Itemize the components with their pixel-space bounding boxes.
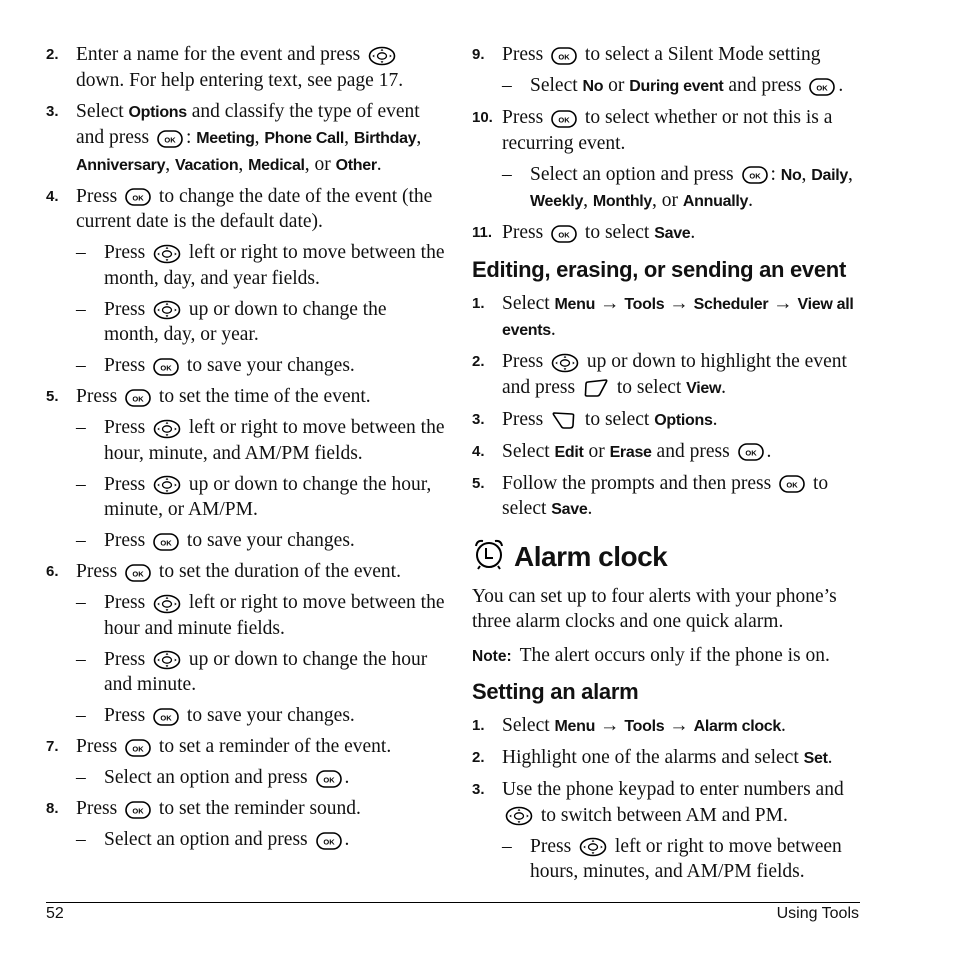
step-text: Press: [104, 530, 146, 551]
ok-key-icon: [551, 225, 577, 243]
arrow: →: [599, 715, 620, 736]
step-number: 7.: [46, 738, 59, 755]
navigation-key-icon: [153, 244, 181, 264]
ui-label-save: Save: [551, 501, 588, 518]
step-text: Press: [104, 298, 146, 320]
substep: – Press left or right to move between the hour, minute, and AM/PM fields.: [76, 417, 445, 464]
step-number: 9.: [472, 46, 485, 63]
substep: – Press to save your changes.: [76, 355, 355, 376]
navigation-key-icon: [153, 650, 181, 670]
menu-path-view-all-events: View all events: [502, 295, 854, 339]
ui-label-meeting: Meeting: [196, 130, 255, 147]
step-text: Select: [530, 75, 578, 96]
menu-path-menu: Menu: [554, 718, 596, 735]
step-text: to select whether or not this is a recurring event.: [502, 107, 833, 154]
step-text: Press: [76, 561, 118, 582]
step-2: [46, 42, 446, 93]
heading-setting-alarm: Setting an alarm: [472, 679, 639, 704]
step-4: [46, 184, 446, 235]
arrow: →: [669, 715, 689, 736]
step-text: to save your changes.: [186, 530, 355, 551]
step-8: [46, 796, 446, 822]
substep: – Press up or down to change the hour and minute.: [76, 648, 428, 695]
step-10: [472, 105, 872, 156]
ui-label-options: Options: [654, 411, 713, 429]
ui-label-medical: Medical: [248, 156, 305, 174]
step-text: left or right to move between the month, day, and year fields.: [104, 242, 445, 289]
step-9: [472, 42, 872, 68]
step-text: Press: [104, 355, 146, 376]
step-text: to set the duration of the event.: [158, 561, 401, 582]
ok-key-icon: [551, 47, 577, 65]
step-number: 4.: [46, 187, 59, 205]
alarm-step-3: [472, 777, 872, 828]
step-text: Select an option and press: [104, 767, 308, 788]
ok-key-icon: [125, 739, 151, 757]
step-text: to change the date of the event (the current date is the default date).: [76, 185, 433, 232]
step-text: to set a reminder of the event.: [158, 736, 392, 757]
step-text: Press: [502, 351, 544, 372]
step-text: Follow the prompts and then press: [502, 472, 772, 494]
substep: – Press to save your changes.: [76, 705, 355, 726]
step-text: Press: [76, 736, 118, 757]
menu-path-alarm-clock: Alarm clock: [693, 718, 782, 735]
ui-label-no: No: [780, 166, 802, 184]
ui-label-save: Save: [654, 225, 691, 242]
step-number: 3.: [472, 781, 485, 798]
ui-label-weekly: Weekly: [530, 193, 584, 210]
step-text: down. For help entering text, see page 17.: [76, 69, 404, 91]
footer-rule: [46, 902, 860, 903]
ok-key-icon: [125, 564, 151, 582]
step-11: 11. Press to select Save.: [472, 220, 872, 247]
step-number: 4.: [472, 442, 485, 460]
ok-key-icon: [779, 475, 805, 493]
step-number: 2.: [472, 749, 485, 766]
step-text: Press: [104, 242, 146, 263]
step-text: Press: [104, 473, 146, 495]
step-number: 2.: [46, 46, 59, 63]
ui-label-vacation: Vacation: [174, 156, 239, 174]
step-text: Press: [502, 408, 544, 430]
ui-label-edit: Edit: [554, 443, 584, 461]
step-number: 5.: [472, 474, 485, 492]
step-text: and press: [656, 440, 730, 462]
alarm-step-2: 2. Highlight one of the alarms and select Set.: [472, 745, 872, 772]
step-text: up or down to change the hour and minute.: [104, 648, 428, 695]
edit-step-2: 2. Press up or down to highlight the event and press to select View.: [472, 351, 847, 398]
arrow: →: [773, 292, 793, 314]
alarm-clock-icon: [472, 537, 506, 578]
step-3: 3. Select Options and classify the type of event and press : Meeting, Phone Call, Birthday, Anniversary, Vacation, Medical, or Other.: [46, 100, 422, 175]
step-text: and classify the type of event and press: [76, 100, 420, 148]
note-label: Note:: [472, 647, 512, 665]
step-text: to select: [584, 408, 650, 430]
ok-key-icon: [153, 708, 179, 726]
step-text: to save your changes.: [186, 355, 355, 376]
navigation-key-icon: [153, 594, 181, 614]
step-text: Press: [76, 798, 118, 819]
step-text: Select an option and press: [530, 163, 734, 185]
conjunction: or: [661, 190, 679, 211]
step-text: Press: [76, 185, 118, 207]
heading-editing-event: Editing, erasing, or sending an event: [472, 256, 846, 282]
ok-key-icon: [316, 832, 342, 850]
step-text: Press: [530, 835, 572, 857]
substep: – Select an option and press .: [76, 767, 350, 788]
step-text: to select: [584, 222, 650, 243]
step-text: Use the phone keypad to enter numbers and: [502, 779, 844, 800]
step-text: to select: [502, 472, 829, 519]
ui-label-set: Set: [803, 750, 828, 767]
step-text: Select: [76, 100, 124, 122]
step-number: 11.: [472, 224, 493, 241]
left-column: [46, 42, 446, 858]
step-text: Select an option and press: [104, 829, 308, 850]
ok-key-icon: [742, 166, 768, 184]
step-text: up or down to change the hour, minute, or AM/PM.: [104, 473, 432, 520]
right-softkey-icon: [551, 410, 577, 430]
step-6: [46, 559, 446, 585]
substep: – Select No or During event and press .: [502, 75, 844, 96]
menu-path-tools: Tools: [624, 718, 665, 735]
step-text: Select: [502, 292, 550, 314]
step-5: [46, 384, 446, 410]
substep: – Press left or right to move between hours, minutes, and AM/PM fields.: [502, 835, 842, 882]
ok-key-icon: [157, 130, 183, 148]
step-number: 6.: [46, 563, 59, 580]
ui-label-no: No: [582, 78, 604, 95]
navigation-key-icon: [579, 837, 607, 857]
ui-label-daily: Daily: [811, 166, 849, 184]
page-number: 52: [46, 905, 64, 922]
step-text: to select a Silent Mode setting: [584, 44, 821, 65]
step-number: 5.: [46, 388, 59, 405]
step-number: 1.: [472, 717, 485, 734]
navigation-key-icon: [505, 806, 533, 826]
navigation-key-icon: [153, 300, 181, 320]
conjunction: or: [314, 153, 331, 175]
edit-step-3: 3. Press to select Options.: [472, 407, 872, 434]
step-text: Press: [104, 705, 146, 726]
ui-label-during-event: During event: [629, 78, 724, 95]
ui-label-monthly: Monthly: [592, 193, 653, 210]
left-softkey-icon: [583, 378, 609, 398]
step-text: Press: [104, 592, 146, 613]
step-text: left or right to move between hours, minutes, and AM/PM fields.: [530, 835, 842, 882]
heading-text: Alarm clock: [514, 541, 668, 572]
step-text: to set the time of the event.: [158, 386, 371, 407]
step-text: left or right to move between the hour, minute, and AM/PM fields.: [104, 417, 445, 464]
step-number: 2.: [472, 353, 485, 370]
menu-path-menu: Menu: [554, 295, 596, 313]
step-text: Press: [76, 386, 118, 407]
menu-path-scheduler: Scheduler: [693, 295, 769, 313]
substep: – Press to save your changes.: [76, 530, 355, 551]
step-text: up or down to change the month, day, or year.: [104, 298, 387, 345]
ok-key-icon: [125, 188, 151, 206]
step-7: [46, 734, 446, 760]
substep: – Select an option and press .: [76, 829, 350, 850]
ui-label-options: Options: [128, 103, 187, 121]
substep: – Press up or down to change the hour, minute, or AM/PM.: [76, 473, 432, 520]
menu-path-tools: Tools: [624, 295, 665, 313]
step-text: and press: [728, 75, 802, 96]
navigation-key-icon: [153, 475, 181, 495]
substep: – Press left or right to move between the month, day, and year fields.: [76, 242, 445, 289]
step-text: to select: [616, 376, 682, 398]
step-text: up or down to highlight the event and press: [502, 351, 847, 398]
conjunction: or: [588, 440, 605, 462]
arrow: →: [669, 292, 689, 314]
step-text: Enter a name for the event and press: [76, 44, 361, 65]
arrow: →: [599, 292, 620, 314]
substep: – Press up or down to change the month, day, or year.: [76, 298, 387, 345]
substep: – Select an option and press : No, Daily, Weekly, Monthly, or Annually.: [502, 163, 853, 211]
ui-label-birthday: Birthday: [353, 130, 417, 147]
step-text: Press: [502, 222, 544, 243]
step-number: 8.: [46, 800, 59, 817]
section-name: Using Tools: [776, 905, 859, 922]
step-text: Select: [502, 440, 550, 462]
ok-key-icon: [125, 389, 151, 407]
step-text: Press: [104, 648, 146, 670]
ui-label-annually: Annually: [682, 193, 749, 210]
alarm-intro: You can set up to four alerts with your phone’s three alarm clocks and one quick alarm.: [472, 585, 837, 632]
navigation-key-icon: [153, 419, 181, 439]
ok-key-icon: [153, 358, 179, 376]
step-text: Press: [104, 417, 146, 438]
step-text: Press: [502, 107, 544, 128]
punct: :: [770, 163, 776, 185]
ok-key-icon: [316, 770, 342, 788]
ui-label-anniversary: Anniversary: [76, 156, 166, 174]
edit-step-1: 1. Select Menu → Tools → Scheduler → View all events.: [472, 292, 854, 340]
ok-key-icon: [738, 443, 764, 461]
ui-label-view: View: [686, 379, 722, 397]
conjunction: or: [608, 75, 625, 96]
edit-step-5: 5. Follow the prompts and then press to select Save.: [472, 472, 829, 519]
ok-key-icon: [153, 533, 179, 551]
navigation-key-icon: [551, 353, 579, 373]
step-text: Highlight one of the alarms and select: [502, 747, 799, 768]
ok-key-icon: [809, 78, 835, 96]
ok-key-icon: [125, 801, 151, 819]
ui-label-erase: Erase: [609, 443, 652, 461]
navigation-key-icon: [368, 46, 396, 66]
step-text: to save your changes.: [186, 705, 355, 726]
step-text: to set the reminder sound.: [158, 798, 361, 819]
heading-alarm-clock: [472, 537, 872, 578]
step-text: Press: [502, 44, 544, 65]
ui-label-other: Other: [335, 156, 377, 174]
step-text: Select: [502, 715, 550, 736]
step-number: 3.: [472, 410, 485, 428]
note-text: The alert occurs only if the phone is on.: [519, 644, 830, 666]
edit-step-4: 4. Select Edit or Erase and press .: [472, 439, 872, 466]
alarm-step-1: 1. Select Menu → Tools → Alarm clock.: [472, 713, 872, 740]
right-column: [472, 42, 872, 890]
note: [472, 643, 872, 670]
step-number: 1.: [472, 294, 485, 312]
step-number: 10.: [472, 109, 493, 126]
step-text: to switch between AM and PM.: [540, 804, 788, 826]
substep: – Press left or right to move between the hour and minute fields.: [76, 592, 445, 639]
ok-key-icon: [551, 110, 577, 128]
step-number: 3.: [46, 102, 59, 120]
punct: :: [185, 127, 192, 148]
step-text: left or right to move between the hour and minute fields.: [104, 592, 445, 639]
ui-label-phone-call: Phone Call: [264, 130, 345, 147]
